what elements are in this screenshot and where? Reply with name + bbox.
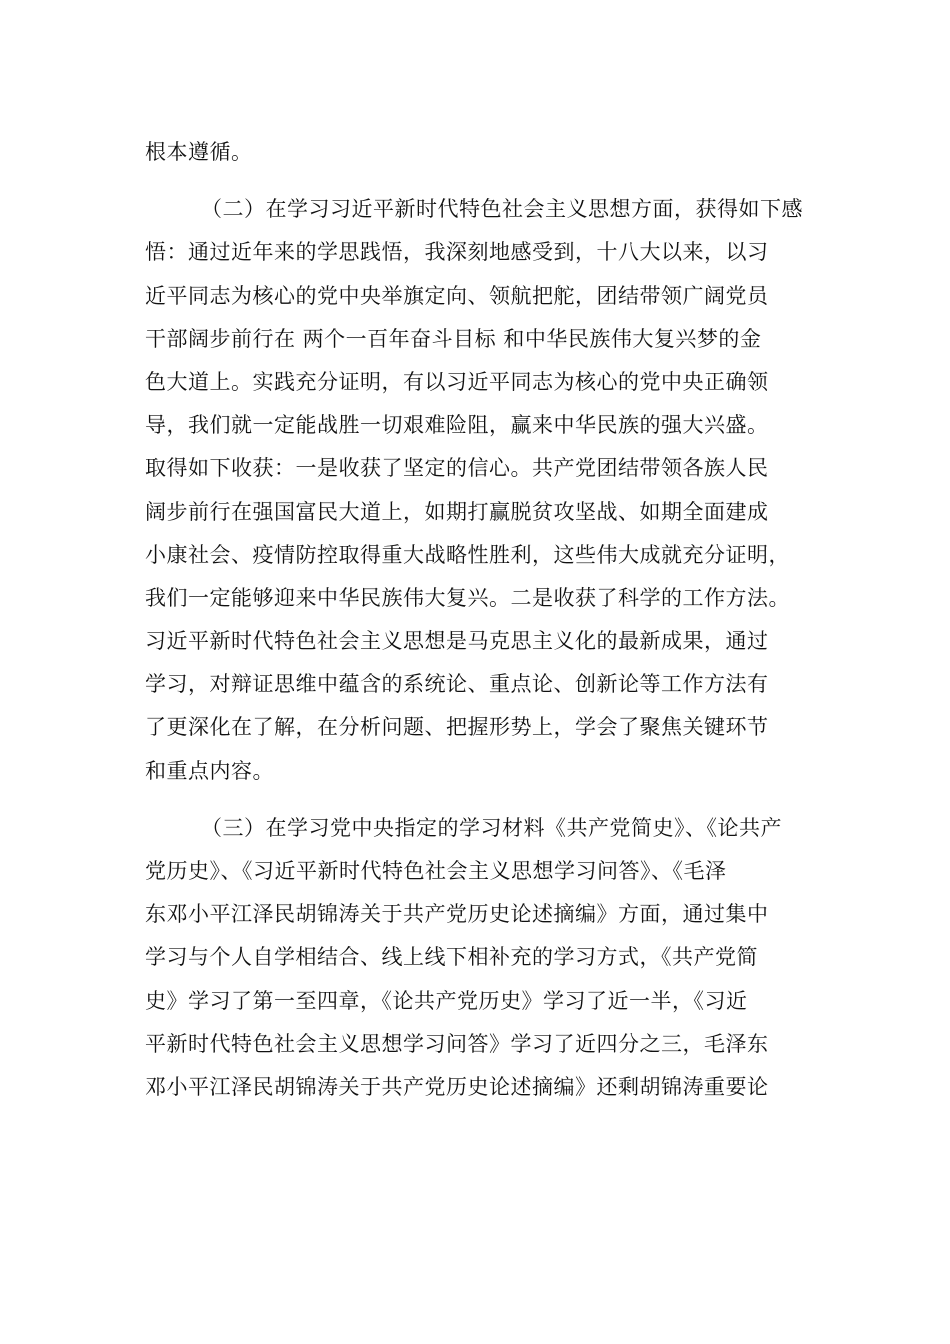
text-line: 干部阔步前行在 两个一百年奋斗目标 和中华民族伟大复兴梦的金 (145, 326, 762, 351)
text-line: 党历史》、《习近平新时代特色社会主义思想学习问答》、《毛泽 (145, 859, 727, 883)
text-line: 习近平新时代特色社会主义思想是马克思主义化的最新成果，通过 (145, 629, 769, 654)
text-line: （三）在学习党中央指定的学习材料《共产党简史》、《论共产 (201, 815, 782, 840)
paragraph-gap (145, 793, 825, 807)
text-line: 悟：通过近年来的学思践悟，我深刻地感受到，十八大以来，以习 (145, 240, 769, 265)
text-line: 史》学习了第一至四章，《论共产党历史》学习了近一半，《习近 (145, 988, 748, 1013)
paragraph-gap (145, 174, 825, 188)
text-line: （二）在学习习近平新时代特色社会主义思想方面，获得如下感 (201, 197, 803, 222)
text-line: 色大道上。实践充分证明，有以习近平同志为核心的党中央正确领 (145, 369, 769, 394)
text-line: 导，我们就一定能战胜一切艰难险阻，赢来中华民族的强大兴盛。 (145, 413, 769, 438)
text-line: 取得如下收获：一是收获了坚定的信心。共产党团结带领各族人民 (145, 456, 769, 481)
text-line: 平新时代特色社会主义思想学习问答》学习了近四分之三，毛泽东 (145, 1031, 769, 1056)
text-line: 阔步前行在强国富民大道上，如期打赢脱贫攻坚战、如期全面建成 (145, 499, 769, 524)
text-line: 根本遵循。 (145, 140, 253, 164)
text-line: 了更深化在了解，在分析问题、把握形势上，学会了聚焦关键环节 (145, 715, 769, 740)
text-line: 和重点内容。 (145, 758, 274, 783)
text-line: 邓小平江泽民胡锦涛关于共产党历史论述摘编》还剩胡锦涛重要论 (145, 1074, 769, 1099)
document-body (145, 131, 825, 1109)
text-line: 学习，对辩证思维中蕴含的系统论、重点论、创新论等工作方法有 (145, 672, 769, 697)
text-line: 小康社会、疫情防控取得重大战略性胜利，这些伟大成就充分证明， (145, 542, 790, 567)
text-line: 近平同志为核心的党中央举旗定向、领航把舵，团结带领广阔党员 (145, 283, 769, 308)
text-line: 我们一定能够迎来中华民族伟大复兴。二是收获了科学的工作方法。 (145, 585, 790, 610)
text-line: 东邓小平江泽民胡锦涛关于共产党历史论述摘编》方面，通过集中 (145, 902, 769, 927)
text-line: 学习与个人自学相结合、线上线下相补充的学习方式，《共产党简 (145, 945, 758, 970)
